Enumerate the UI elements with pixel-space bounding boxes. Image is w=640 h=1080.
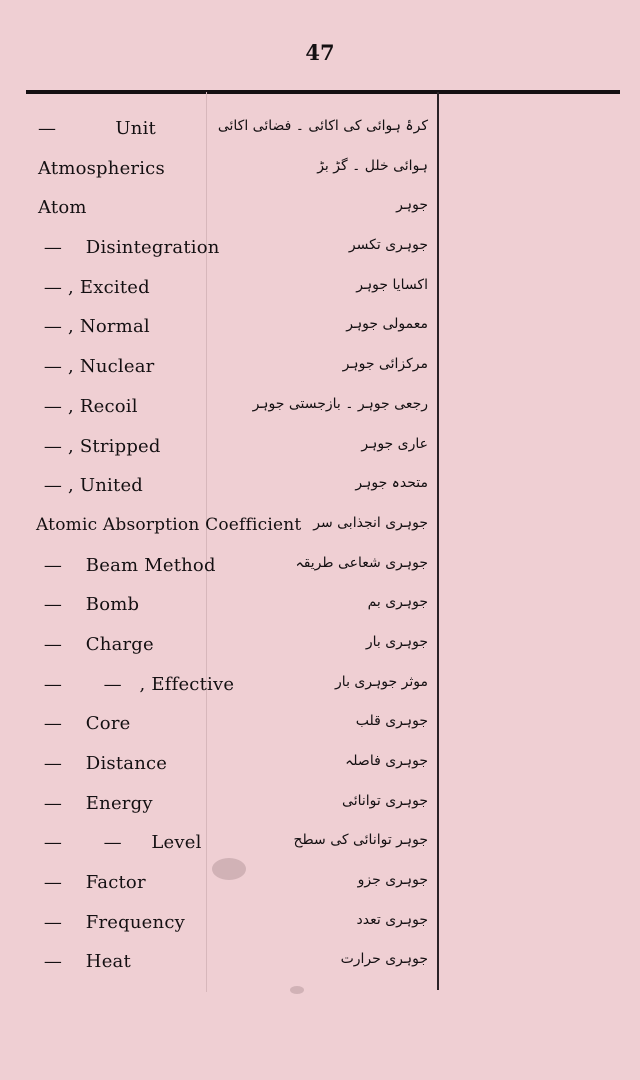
english-term: — , Stripped xyxy=(38,435,161,457)
glossary-entry xyxy=(0,549,640,589)
urdu-term: جوہری انجذابی سر xyxy=(313,514,428,531)
english-term: — Beam Method xyxy=(38,554,216,576)
urdu-term: جوہری حرارت xyxy=(340,951,428,968)
english-term: — — , Effective xyxy=(38,673,235,695)
urdu-term: عاری جوہر xyxy=(361,435,428,452)
glossary-entry xyxy=(0,310,640,350)
glossary-entry xyxy=(0,945,640,985)
glossary-entry xyxy=(0,628,640,668)
glossary-entry xyxy=(0,668,640,708)
glossary-entry xyxy=(0,787,640,827)
urdu-term: اکسایا جوہر xyxy=(356,276,428,293)
glossary-entry xyxy=(0,747,640,787)
glossary-entry xyxy=(0,430,640,470)
urdu-term: جوہری شعاعی طریقہ xyxy=(295,554,428,571)
ink-stain xyxy=(290,986,304,994)
glossary-entry xyxy=(0,152,640,192)
urdu-term: کرۂ ہوائی کی اکائی ۔ فضائی اکائی xyxy=(217,118,428,134)
english-term: — Factor xyxy=(38,872,146,894)
english-term: — Disintegration xyxy=(38,237,220,259)
glossary-entry xyxy=(0,271,640,311)
english-term: — , United xyxy=(38,475,144,497)
english-term: — Charge xyxy=(38,633,154,655)
urdu-term: جوہری تعدد xyxy=(356,911,428,928)
glossary-entry xyxy=(0,509,640,549)
urdu-term: معمولی جوہر xyxy=(346,316,428,333)
glossary-list xyxy=(0,112,640,985)
urdu-term: جوہر xyxy=(396,197,428,214)
urdu-term: مرکزائی جوہر xyxy=(342,356,428,373)
glossary-entry xyxy=(0,231,640,271)
page-number: 47 xyxy=(305,40,335,65)
english-term: — Unit xyxy=(38,118,156,139)
urdu-term: جوہری جزو xyxy=(357,872,428,889)
english-term: Atom xyxy=(38,197,87,219)
glossary-entry xyxy=(0,588,640,628)
urdu-term: جوہری توانائی xyxy=(342,792,428,809)
urdu-term: متحدہ جوہر xyxy=(355,475,428,492)
urdu-term: جوہری بم xyxy=(367,594,428,611)
top-rule xyxy=(26,90,620,94)
english-term: — Distance xyxy=(38,753,168,774)
english-term: — Bomb xyxy=(38,594,140,616)
english-term: — Core xyxy=(38,713,131,735)
glossary-entry xyxy=(0,112,640,152)
urdu-term: ہوائی خلل ۔ گڑ بڑ xyxy=(317,157,428,174)
english-term: — Heat xyxy=(38,951,131,973)
english-term: — , Recoil xyxy=(38,395,138,417)
english-term: Atmospherics xyxy=(38,157,165,179)
urdu-term: جوہری فاصلہ xyxy=(345,753,428,769)
glossary-entry xyxy=(0,390,640,430)
glossary-entry xyxy=(0,191,640,231)
english-term: — Frequency xyxy=(38,911,185,933)
english-term: — , Nuclear xyxy=(38,356,155,378)
urdu-term: موثر جوہری بار xyxy=(335,673,428,690)
urdu-term: جوہری بار xyxy=(365,633,428,650)
english-term: — — Level xyxy=(38,832,202,854)
glossary-entry xyxy=(0,469,640,509)
glossary-entry xyxy=(0,350,640,390)
english-term: Atomic Absorption Coefficient xyxy=(36,514,302,535)
glossary-entry xyxy=(0,866,640,906)
glossary-entry xyxy=(0,906,640,946)
glossary-entry xyxy=(0,707,640,747)
urdu-term: رجعی جوہر ۔ بازجستی جوہر xyxy=(252,395,428,412)
glossary-entry xyxy=(0,826,640,866)
urdu-term: جوہری تکسر xyxy=(348,237,428,254)
urdu-term: جوہری قلب xyxy=(355,713,428,730)
english-term: — Energy xyxy=(38,792,153,814)
english-term: — , Excited xyxy=(38,276,150,298)
english-term: — , Normal xyxy=(38,316,150,338)
urdu-term: جوہر توانائی کی سطح xyxy=(293,832,428,849)
